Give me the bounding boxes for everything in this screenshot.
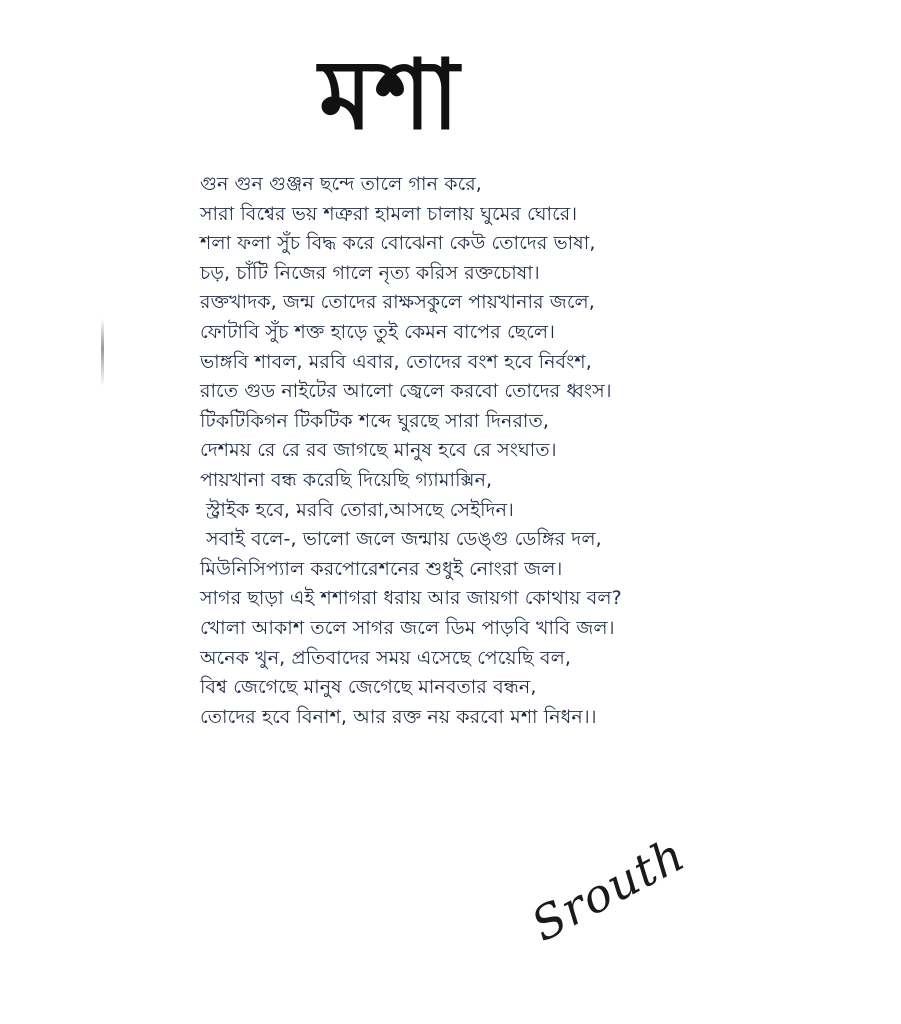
poem-line: রক্তখাদক, জন্ম তোদের রাক্ষসকুলে পায়খানার জলে,: [200, 291, 595, 314]
poem-body: [200, 170, 800, 732]
poem-line: পায়খানা বন্ধ করেছি দিয়েছি গ্যামাক্সিন,: [200, 468, 493, 491]
poem-line: অনেক খুন, প্রতিবাদের সময় এসেছে পেয়েছি বল,: [200, 646, 571, 669]
poem-line: টিকটিকিগন টিকটিক শব্দে ঘুরছে সারা দিনরাত,: [200, 409, 550, 432]
poem-line: তোদের হবে বিনাশ, আর রক্ত নয় করবো মশা নিধন।।: [200, 705, 597, 728]
scan-edge-mark: [101, 318, 104, 386]
poem-line: দেশময় রে রে রব জাগছে মানুষ হবে রে সংঘাত।: [200, 439, 557, 462]
poem-line: সারা বিশ্বের ভয় শত্রুরা হামলা চালায় ঘুমের ঘোরে।: [200, 202, 578, 225]
poem-line: শলা ফলা সুঁচ বিদ্ধ করে বোঝেনা কেউ তোদের ভাষা,: [200, 232, 596, 255]
poem-line: বিশ্ব জেগেছে মানুষ জেগেছে মানবতার বন্ধন,: [200, 676, 537, 699]
poem-line: চড়, চাঁটি নিজের গালে নৃত্য করিস রক্তচোষা।: [200, 261, 540, 284]
title-block: [270, 30, 510, 160]
poem-line: রাতে গুড নাইটের আলো জ্বেলে করবো তোদের ধ্বংস।: [200, 380, 612, 403]
poem-line: স্ট্রাইক হবে, মরবি তোরা,আসছে সেইদিন।: [206, 498, 514, 521]
poem-line: সাগর ছাড়া এই শশাগরা ধরায় আর জায়গা কোথায় বল?: [200, 587, 622, 610]
poem-line: ফোটাবি সুঁচ শক্ত হাড়ে তুই কেমন বাপের ছেলে।: [200, 320, 556, 343]
poem-line: গুন গুন গুঞ্জন ছন্দে তালে গান করে,: [200, 173, 482, 195]
poem-line: মিউনিসিপ্যাল করপোরেশনের শুধুই নোংরা জল।: [200, 557, 563, 580]
poem-title: মশা: [319, 39, 461, 151]
author-signature: Srouth: [522, 826, 694, 952]
poem-line: খোলা আকাশ তলে সাগর জলে ডিম পাড়বি খাবি জল।: [200, 616, 615, 639]
poem-line: সবাই বলে-, ভালো জলে জন্মায় ডেঙ্গু ডেঙ্গির দল,: [206, 528, 602, 551]
poem-line: ভাঙ্গবি শাবল, মরবি এবার, তোদের বংশ হবে নির্বংশ,: [200, 350, 592, 373]
